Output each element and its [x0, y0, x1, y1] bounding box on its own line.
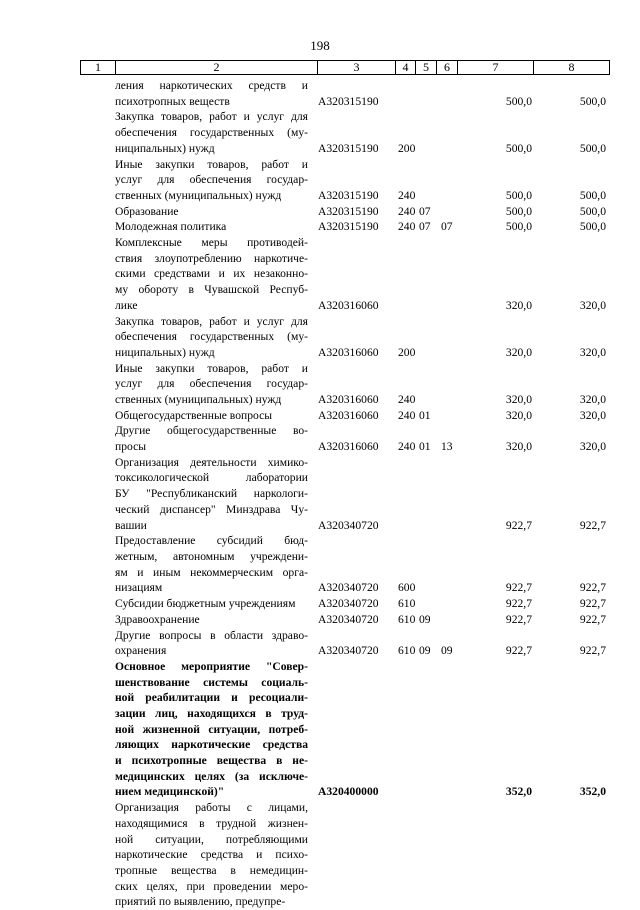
row-name-line: ственных (муниципальных) нужд [115, 392, 282, 406]
table-row [0, 78, 640, 109]
row-name-line: ских целях, при проведении меро- [115, 879, 308, 893]
table-header [80, 60, 610, 75]
row-amount-col8: 500,0 [579, 220, 606, 234]
row-amount-col7: 922,7 [505, 612, 532, 626]
row-amount-col7: 922,7 [505, 518, 532, 532]
row-section: 09 [419, 644, 431, 658]
row-name-line: услуг для обеспечения государ- [115, 377, 308, 391]
row-name-line: наркотические средства и психо- [115, 848, 308, 862]
row-name [115, 78, 308, 109]
row-code: А320315190 [318, 94, 379, 108]
row-expense-type: 240 [398, 188, 416, 202]
table-row [0, 314, 640, 361]
table-row [0, 800, 640, 910]
row-amount-col7: 352,0 [505, 785, 532, 799]
row-name [115, 800, 308, 910]
row-expense-type: 610 [398, 644, 416, 658]
row-name-line: Закупка товаров, работ и услуг для [115, 110, 308, 124]
row-name-line: и психотропные вещества в не- [115, 754, 308, 768]
row-code: А320340720 [318, 581, 379, 595]
row-section: 01 [419, 408, 431, 422]
row-amount-col8: 922,7 [579, 518, 606, 532]
row-amount-col8: 320,0 [579, 392, 606, 406]
row-code: А320316060 [318, 392, 379, 406]
row-name-line: ления наркотических средств и [115, 79, 308, 92]
row-name [115, 659, 308, 800]
row-name [115, 204, 308, 220]
row-expense-type: 240 [398, 440, 416, 454]
row-name-line: ляющих наркотические средства [115, 738, 308, 752]
table-row [0, 596, 640, 612]
table-row [0, 659, 640, 800]
row-amount-col8: 320,0 [579, 345, 606, 359]
row-name [115, 612, 308, 628]
row-name-line: низациям [115, 581, 163, 595]
row-expense-type: 240 [398, 408, 416, 422]
row-name-line: Закупка товаров, работ и услуг для [115, 314, 308, 328]
row-expense-type: 610 [398, 597, 416, 611]
row-expense-type: 240 [398, 392, 416, 406]
row-name [115, 314, 308, 361]
row-name-line: шенствование системы социаль- [115, 675, 308, 689]
header-col-8: 8 [568, 60, 575, 74]
header-col-3: 3 [318, 61, 396, 74]
row-name-line: просы [115, 440, 147, 454]
row-name [115, 533, 308, 596]
row-name-line: нием медицинской)" [115, 785, 225, 799]
row-name-line: тропные вещества в немедицин- [115, 863, 308, 877]
row-code: А320315190 [318, 141, 379, 155]
row-amount-col7: 500,0 [505, 220, 532, 234]
row-amount-col7: 500,0 [505, 188, 532, 202]
row-name [115, 423, 308, 454]
row-amount-col7: 500,0 [505, 204, 532, 218]
page-number: 198 [310, 38, 330, 53]
row-amount-col8: 320,0 [579, 408, 606, 422]
row-code: А320315190 [318, 220, 379, 234]
row-name-line: Общегосударственные вопросы [115, 408, 273, 422]
row-name-line: Молодежная политика [115, 220, 227, 234]
row-code: А320400000 [318, 785, 379, 799]
header-col-1: 1 [81, 61, 116, 74]
row-section: 07 [419, 220, 431, 234]
row-name-line: Организация деятельности химико- [115, 455, 308, 469]
row-code: А320316060 [318, 298, 379, 312]
row-code: А320340720 [318, 644, 379, 658]
row-amount-col8: 500,0 [579, 188, 606, 202]
header-col-4: 4 [396, 61, 416, 74]
row-code: А320340720 [318, 597, 379, 611]
row-amount-col8: 500,0 [579, 94, 606, 108]
row-amount-col7: 500,0 [505, 94, 532, 108]
row-amount-col8: 922,7 [579, 597, 606, 611]
row-name-line: ной жизненной ситуации, потреб- [115, 722, 308, 736]
table-row [0, 361, 640, 408]
row-name-line: ной реабилитации и ресоциали- [115, 691, 308, 705]
row-name [115, 361, 308, 408]
row-name-line: обеспечения государственных (му- [115, 126, 308, 140]
row-name [115, 109, 308, 156]
row-code: А320316060 [318, 345, 379, 359]
row-expense-type: 240 [398, 220, 416, 234]
row-amount-col8: 922,7 [579, 581, 606, 595]
row-name-line: Предоставление субсидий бюд- [115, 534, 308, 548]
row-section: 01 [419, 440, 431, 454]
row-name-line: обеспечения государственных (му- [115, 330, 308, 344]
table-row [0, 109, 640, 156]
row-name-line: жетным, автономным учреждени- [115, 549, 308, 563]
row-section: 07 [419, 204, 431, 218]
table-row [0, 423, 640, 454]
row-amount-col7: 500,0 [505, 141, 532, 155]
row-name-line: охранения [115, 644, 167, 658]
row-amount-col7: 320,0 [505, 408, 532, 422]
row-amount-col7: 922,7 [505, 644, 532, 658]
row-name-line: Здравоохранение [115, 612, 200, 626]
row-name [115, 157, 308, 204]
row-amount-col7: 922,7 [505, 581, 532, 595]
row-name-line: Образование [115, 204, 179, 218]
table-row [0, 157, 640, 204]
row-name-line: медицинских целях (за исключе- [115, 769, 308, 783]
row-amount-col8: 500,0 [579, 141, 606, 155]
table-row [0, 408, 640, 424]
row-code: А320340720 [318, 612, 379, 626]
row-name-line: скими средствами и их незаконно- [115, 267, 308, 281]
row-name-line: зации лиц, находящихся в труд- [115, 706, 308, 720]
row-name-line: Иные закупки товаров, работ и [115, 157, 308, 171]
row-amount-col8: 320,0 [579, 298, 606, 312]
row-expense-type: 610 [398, 612, 416, 626]
row-expense-type: 200 [398, 345, 416, 359]
row-code: А320316060 [318, 408, 379, 422]
row-name [115, 408, 308, 424]
row-name [115, 455, 308, 533]
row-name-line: Другие общегосударственные во- [115, 424, 308, 438]
row-name-line: Комплексные меры противодей- [115, 236, 308, 249]
row-name-line: находящимися в трудной жизнен- [115, 816, 308, 830]
header-col-7: 7 [458, 61, 534, 74]
table-row [0, 204, 640, 220]
row-amount-col7: 320,0 [505, 440, 532, 454]
row-amount-col8: 320,0 [579, 440, 606, 454]
row-name-line: ям и иным некоммерческим орга- [115, 565, 308, 579]
row-amount-col8: 922,7 [579, 612, 606, 626]
row-amount-col7: 922,7 [505, 597, 532, 611]
row-name-line: ческий диспансер" Минздрава Чу- [115, 502, 308, 516]
row-name-line: Основное мероприятие "Совер- [115, 659, 308, 673]
row-amount-col8: 922,7 [579, 644, 606, 658]
row-code: А320340720 [318, 518, 379, 532]
row-amount-col7: 320,0 [505, 392, 532, 406]
row-name-line: психотропных веществ [115, 94, 230, 108]
row-name-line: Субсидии бюджетным учреждениям [115, 597, 296, 611]
row-amount-col8: 500,0 [579, 204, 606, 218]
row-expense-type: 200 [398, 141, 416, 155]
row-section: 09 [419, 612, 431, 626]
row-name-line: Организация работы с лицами, [115, 801, 308, 815]
header-col-6: 6 [437, 61, 458, 74]
row-name [115, 596, 308, 612]
row-code: А320316060 [318, 440, 379, 454]
row-name-line: лике [115, 298, 138, 312]
row-name [115, 628, 308, 659]
row-name-line: услуг для обеспечения государ- [115, 173, 308, 187]
row-name-line: ствия злоупотреблению наркотиче- [115, 251, 308, 265]
row-name-line: ниципальных) нужд [115, 141, 215, 155]
row-name [115, 235, 308, 313]
row-subsection: 13 [441, 440, 453, 454]
table-row [0, 533, 640, 596]
table-row [0, 235, 640, 314]
row-amount-col7: 320,0 [505, 298, 532, 312]
table-row [0, 612, 640, 628]
header-col-5: 5 [416, 61, 437, 74]
row-name-line: ниципальных) нужд [115, 345, 215, 359]
table-row [0, 219, 640, 235]
row-name-line: Иные закупки товаров, работ и [115, 361, 308, 375]
row-name-line: ной ситуации, потребляющими [115, 832, 308, 846]
row-expense-type: 240 [398, 204, 416, 218]
row-code: А320315190 [318, 204, 379, 218]
row-name-line: токсикологической лаборатории [115, 471, 308, 485]
row-expense-type: 600 [398, 581, 416, 595]
row-subsection: 07 [441, 220, 453, 234]
row-name-line: Другие вопросы в области здраво- [115, 628, 308, 642]
row-name-line: ственных (муниципальных) нужд [115, 188, 282, 202]
row-name-line: вашии [115, 518, 147, 532]
row-subsection: 09 [441, 644, 453, 658]
row-name-line: приятий по выявлению, предупре- [115, 895, 286, 909]
header-col-2: 2 [116, 61, 318, 74]
table-row [0, 455, 640, 534]
row-name-line: му обороту в Чувашской Респуб- [115, 283, 308, 297]
row-amount-col8: 352,0 [579, 785, 606, 799]
row-name-line: БУ "Республиканский наркологи- [115, 487, 308, 501]
row-code: А320315190 [318, 188, 379, 202]
row-amount-col7: 320,0 [505, 345, 532, 359]
row-name [115, 219, 308, 235]
table-row [0, 628, 640, 659]
